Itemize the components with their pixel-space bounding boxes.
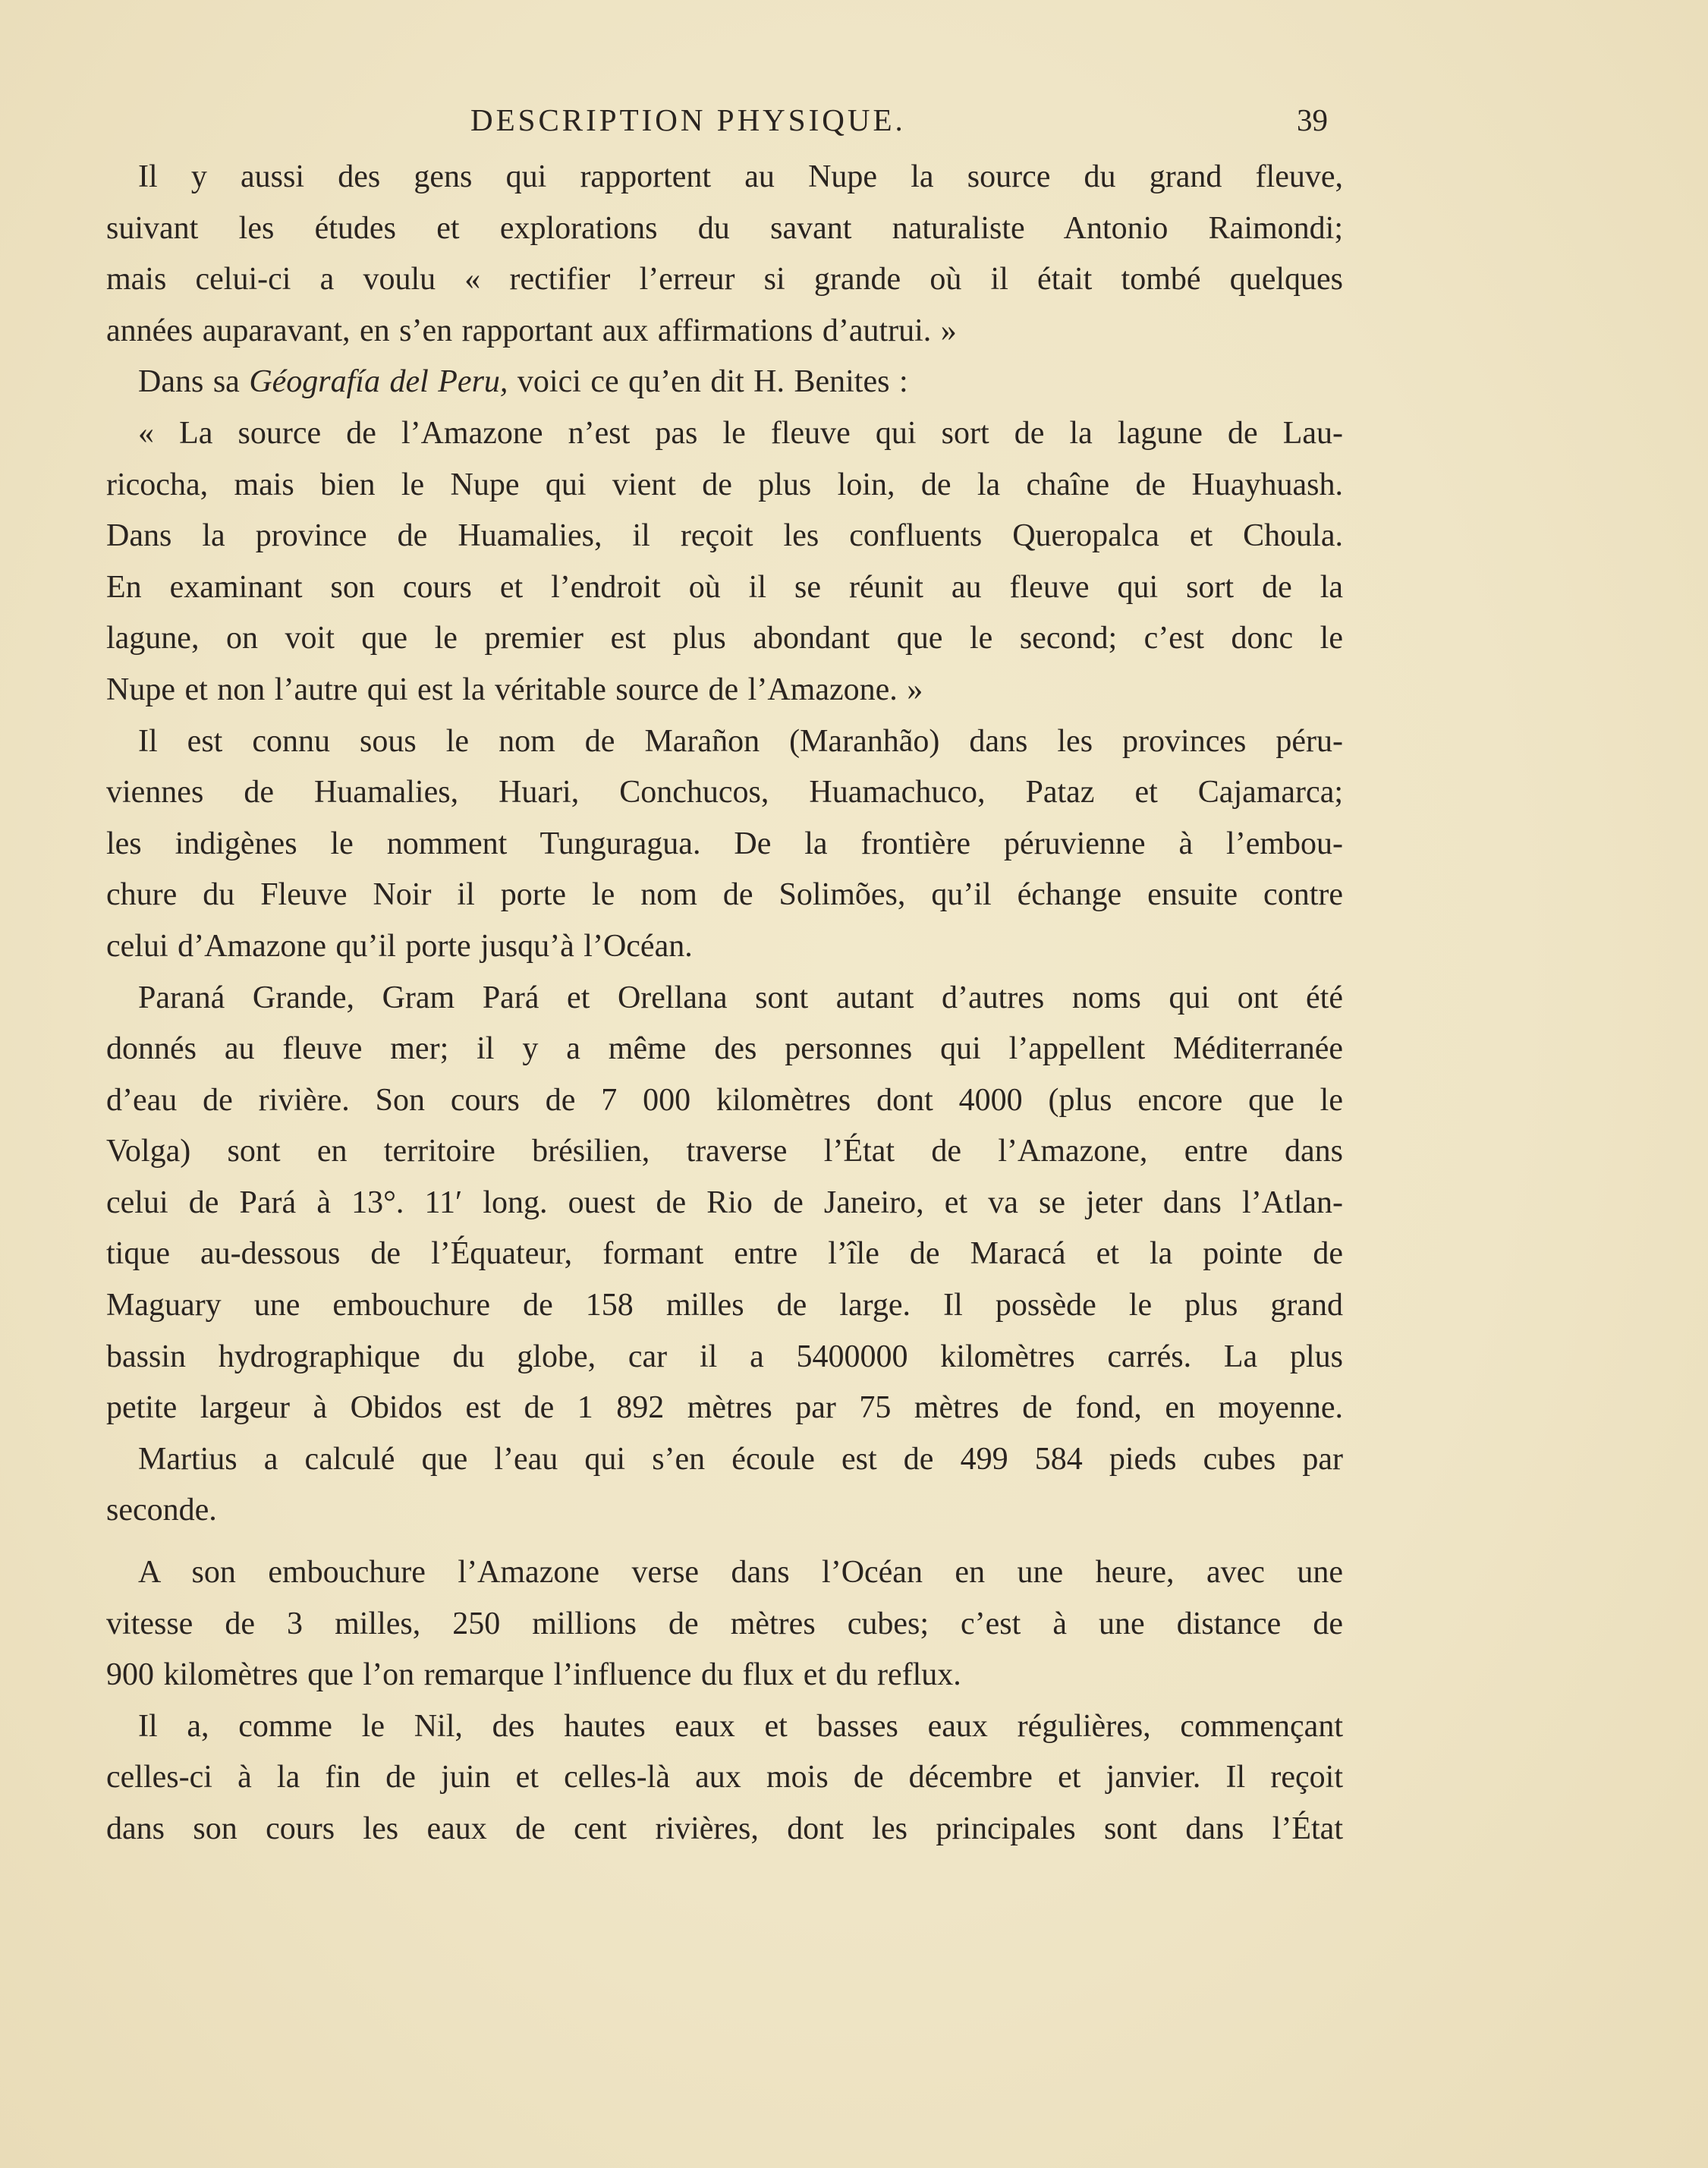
text-line: celles-ci à la fin de juin et celles-là aux mois de décembre et janvier. Il reçoit [106,1760,1343,1795]
text-line: Martius a calculé que l’eau qui s’en écoule est de 499 584 pieds cubes par [138,1441,1343,1477]
text-line: ricocha, mais bien le Nupe qui vient de plus loin, de la chaîne de Huayhuash. [106,467,1343,502]
text-line: chure du Fleuve Noir il porte le nom de Solimões, qu’il échange ensuite contre [106,877,1343,913]
paragraph [106,152,1343,357]
paragraph [106,1701,1343,1855]
paragraph [106,1434,1343,1537]
text-line: 900 kilomètres que l’on remarque l’influence du flux et du reflux. [106,1657,961,1693]
text-line: Paraná Grande, Gram Pará et Orellana sont autant d’autres noms qui ont été [138,980,1343,1015]
text-line: les indigènes le nomment Tunguragua. De la frontière péruvienne à l’embou- [106,826,1343,861]
text-line: seconde. [106,1493,217,1528]
text-fragment: Dans sa [138,364,250,400]
text-line: Il y aussi des gens qui rapportent au Nupe la source du grand fleuve, [138,159,1343,194]
text-line: petite largeur à Obidos est de 1 892 mètres par 75 mètres de fond, en moyenne. [106,1390,1343,1426]
paragraph [106,716,1343,973]
text-line: Maguary une embouchure de 158 milles de large. Il possède le plus grand [106,1288,1343,1323]
text-line: bassin hydrographique du globe, car il a 5400000 kilomètres carrés. La plus [106,1339,1343,1374]
text-line: En examinant son cours et l’endroit où il se réunit au fleuve qui sort de la [106,569,1343,605]
paragraph [106,1547,1343,1701]
text-line: celui d’Amazone qu’il porte jusqu’à l’Océan. [106,928,693,964]
text-line: « La source de l’Amazone n’est pas le fleuve qui sort de la lagune de Lau- [138,415,1343,451]
text-line: vitesse de 3 milles, 250 millions de mètres cubes; c’est à une distance de [106,1606,1343,1641]
page-number: 39 [1297,102,1328,137]
text-line: lagune, on voit que le premier est plus abondant que le second; c’est donc le [106,621,1343,656]
text-line: tique au-dessous de l’Équateur, formant entre l’île de Maracá et la pointe de [106,1236,1343,1272]
text-line: dans son cours les eaux de cent rivières, dont les principales sont dans l’État [106,1811,1343,1846]
body-text [106,152,1343,1855]
text-line: viennes de Huamalies, Huari, Conchucos, Huamachuco, Pataz et Cajamarca; [106,775,1343,810]
text-line: Il a, comme le Nil, des hautes eaux et basses eaux régulières, commençant [138,1708,1343,1744]
text-line: années auparavant, en s’en rapportant aux affirmations d’autrui. » [106,313,957,348]
text-line: suivant les études et explorations du savant naturaliste Antonio Raimondi; [106,210,1343,246]
text-line: d’eau de rivière. Son cours de 7 000 kilomètres dont 4000 (plus encore que le [106,1082,1343,1118]
book-title-italic: Géografía del Peru, [249,364,508,400]
text-line: Nupe et non l’autre qui est la véritable source de l’Amazone. » [106,672,923,707]
text-fragment: voici ce qu’en dit H. Benites : [508,364,908,400]
text-line: Volga) sont en territoire brésilien, traverse l’État de l’Amazone, entre dans [106,1134,1343,1169]
paragraph [106,973,1343,1434]
text-line: A son embouchure l’Amazone verse dans l’Océan en une heure, avec une [138,1555,1343,1591]
running-title: DESCRIPTION PHYSIQUE. [470,102,906,137]
text-line: Dans la province de Huamalies, il reçoit les confluents Queropalca et Choula. [106,518,1343,554]
text-line: Il est connu sous le nom de Marañon (Maranhão) dans les provinces péru- [138,723,1343,759]
text-line: donnés au fleuve mer; il y a même des personnes qui l’appellent Méditerranée [106,1031,1343,1067]
text-line: mais celui-ci a voulu « rectifier l’erreur si grande où il était tombé quelques [106,262,1343,297]
paragraph [106,357,1343,408]
paragraph [106,408,1343,716]
page-header [106,97,1335,143]
text-line [106,357,1343,408]
text-line: celui de Pará à 13°. 11′ long. ouest de Rio de Janeiro, et va se jeter dans l’Atlan- [106,1185,1343,1220]
